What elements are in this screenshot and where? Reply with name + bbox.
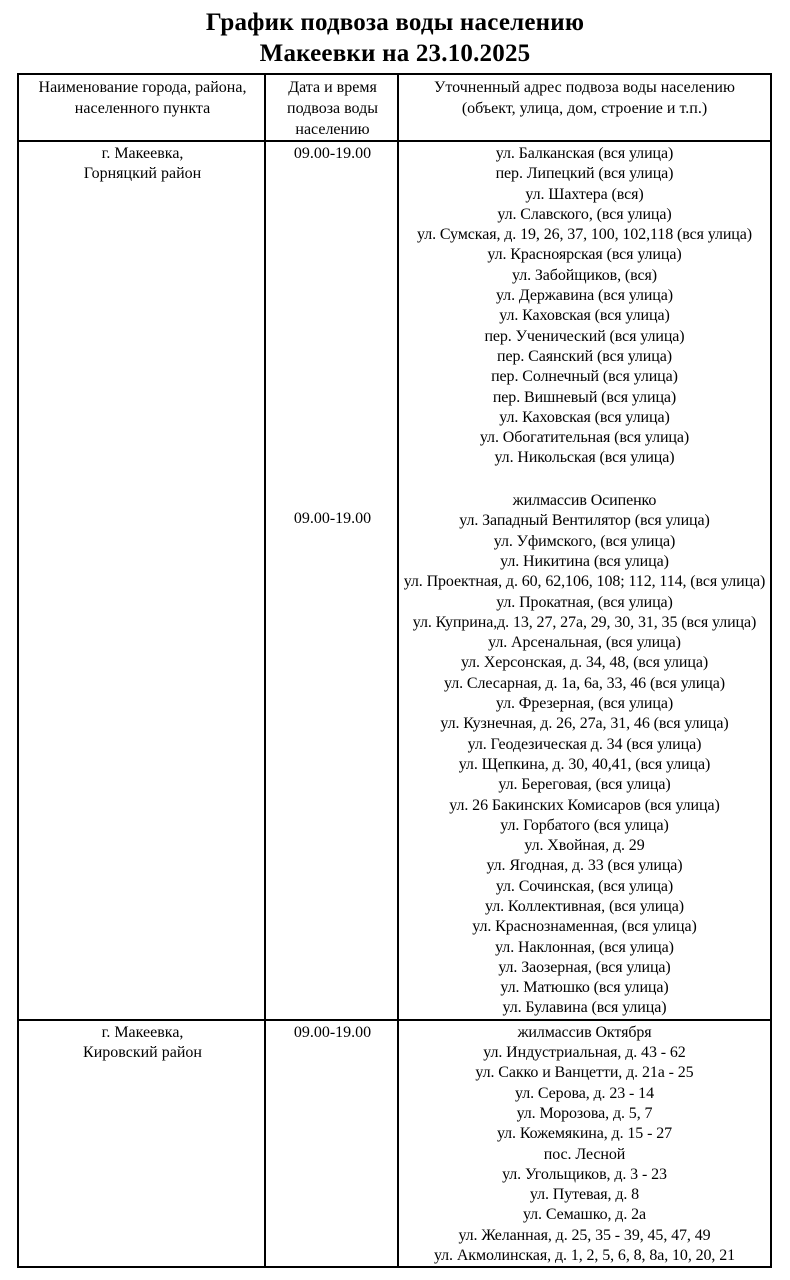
address-line: ул. Хвойная, д. 29 xyxy=(524,837,645,855)
header-address xyxy=(399,77,770,140)
time-cell: 09.00-19.00 xyxy=(293,1023,372,1041)
location-cell xyxy=(19,142,266,1019)
time-cell: 09.00-19.00 xyxy=(293,145,372,162)
header-line: населению xyxy=(295,121,370,138)
address-list xyxy=(399,489,770,1019)
address-line: ул. Путевая, д. 8 xyxy=(529,1186,640,1204)
header-line: подвоза воды xyxy=(287,100,378,117)
table-row-gornyatsky xyxy=(19,140,770,1019)
row-content xyxy=(266,1021,770,1267)
address-line: пер. Липецкий (вся улица) xyxy=(495,165,674,183)
header-line: (объект, улица, дом, строение и т.п.) xyxy=(461,100,708,117)
address-line: ул. Проектная, д. 60, 62,106, 108; 112, 114, (вся улица) xyxy=(403,573,766,591)
address-line: ул. Акмолинская, д. 1, 2, 5, 6, 8, 8а, 10, 20, 21 xyxy=(433,1247,736,1265)
location-line: Горняцкий район xyxy=(83,165,202,183)
address-line: ул. Щепкина, д. 30, 40,41, (вся улица) xyxy=(458,755,711,773)
address-line: ул. Сакко и Ванцетти, д. 21а - 25 xyxy=(475,1064,694,1082)
address-line: пос. Лесной xyxy=(543,1145,626,1163)
address-line: ул. Балканская (вся улица) xyxy=(495,145,674,162)
time-block xyxy=(266,489,770,1019)
address-list xyxy=(399,142,770,469)
address-line: ул. Желанная, д. 25, 35 - 39, 45, 47, 49 xyxy=(458,1226,711,1244)
address-line: ул. Арсенальная, (вся улица) xyxy=(488,634,681,652)
time-block xyxy=(266,142,770,469)
address-line: ул. Геодезическая д. 34 (вся улица) xyxy=(467,735,702,753)
address-line: ул. Красноярская (вся улица) xyxy=(487,246,682,264)
address-line: ул. Никольская (вся улица) xyxy=(494,449,675,467)
header-datetime xyxy=(266,77,399,140)
address-line: ул. Серова, д. 23 - 14 xyxy=(515,1084,654,1102)
address-line: ул. Угольщиков, д. 3 - 23 xyxy=(502,1165,667,1183)
address-line: ул. Уфимского, (вся улица) xyxy=(493,532,676,550)
address-line: ул. Державина (вся улица) xyxy=(495,287,674,305)
location-line: г. Макеевка, xyxy=(101,1023,184,1041)
address-line: ул. Береговая, (вся улица) xyxy=(498,776,671,794)
document-title xyxy=(0,0,790,69)
address-line: ул. Куприна,д. 13, 27, 27а, 29, 30, 31, 35 (вся улица) xyxy=(412,613,757,631)
time-block xyxy=(266,1021,770,1267)
address-line: ул. Славского, (вся улица) xyxy=(497,205,672,223)
table-header-row xyxy=(19,75,770,140)
address-line: пер. Ученический (вся улица) xyxy=(484,327,685,345)
address-line: ул. Горбатого (вся улица) xyxy=(500,816,669,834)
address-line: ул. Индустриальная, д. 43 - 62 xyxy=(483,1044,686,1062)
title-line-2: Макеевки на 23.10.2025 xyxy=(259,40,531,67)
address-line: ул. Каховская (вся улица) xyxy=(499,408,670,426)
address-line: ул. Морозова, д. 5, 7 xyxy=(516,1104,653,1122)
address-line: пер. Солнечный (вся улица) xyxy=(491,368,678,386)
address-line: ул. Кожемякина, д. 15 - 27 xyxy=(496,1125,673,1143)
address-line: ул. 26 Бакинских Комисаров (вся улица) xyxy=(449,796,720,814)
address-line: ул. Матюшко (вся улица) xyxy=(500,979,669,997)
address-line: ул. Ягодная, д. 33 (вся улица) xyxy=(486,857,683,875)
title-line-1: График подвоза воды населению xyxy=(205,9,585,36)
address-line: ул. Коллективная, (вся улица) xyxy=(485,897,684,915)
address-line: ул. Херсонская, д. 34, 48, (вся улица) xyxy=(460,654,709,672)
address-line: ул. Кузнечная, д. 26, 27а, 31, 46 (вся улица) xyxy=(440,715,729,733)
address-line: ул. Шахтера (вся) xyxy=(525,185,644,203)
address-line: жилмассив Октября xyxy=(517,1023,652,1041)
address-line: ул. Сочинская, (вся улица) xyxy=(495,877,674,895)
address-line: ул. Забойщиков, (вся) xyxy=(512,266,657,284)
address-line: ул. Краснознаменная, (вся улица) xyxy=(472,918,697,936)
header-line: Наименование города, района, xyxy=(38,79,247,96)
address-list xyxy=(399,1021,770,1267)
schedule-table xyxy=(17,73,772,1268)
header-line: Дата и время xyxy=(288,79,377,96)
address-line: ул. Обогатительная (вся улица) xyxy=(479,429,690,447)
header-line: населенного пункта xyxy=(74,100,211,117)
location-line: г. Макеевка, xyxy=(101,145,184,162)
row-content xyxy=(266,142,770,1019)
address-line: пер. Вишневый (вся улица) xyxy=(492,388,677,406)
address-line: пер. Саянский (вся улица) xyxy=(497,347,672,365)
address-line: ул. Каховская (вся улица) xyxy=(499,307,670,325)
address-line: ул. Семашко, д. 2а xyxy=(522,1206,647,1224)
address-line: ул. Булавина (вся улица) xyxy=(502,999,667,1017)
location-cell xyxy=(19,1021,266,1267)
address-line: ул. Никитина (вся улица) xyxy=(500,552,669,570)
address-line: ул. Прокатная, (вся улица) xyxy=(496,593,673,611)
address-line: ул. Сумская, д. 19, 26, 37, 100, 102,118 (вся улица) xyxy=(417,226,752,244)
address-line: жилмассив Осипенко xyxy=(512,492,657,510)
address-line: ул. Фрезерная, (вся улица) xyxy=(495,695,674,713)
location-line: Кировский район xyxy=(83,1044,202,1062)
time-cell: 09.00-19.00 xyxy=(293,510,372,528)
table-row-kirovsky xyxy=(19,1019,770,1267)
address-line: ул. Заозерная, (вся улица) xyxy=(498,958,671,976)
address-line: ул. Слесарная, д. 1а, 6а, 33, 46 (вся улица) xyxy=(444,674,725,692)
header-line: Уточненный адрес подвоза воды населению xyxy=(434,79,735,96)
header-location xyxy=(19,77,266,140)
address-line: ул. Наклонная, (вся улица) xyxy=(495,938,674,956)
address-line: ул. Западный Вентилятор (вся улица) xyxy=(459,512,710,530)
